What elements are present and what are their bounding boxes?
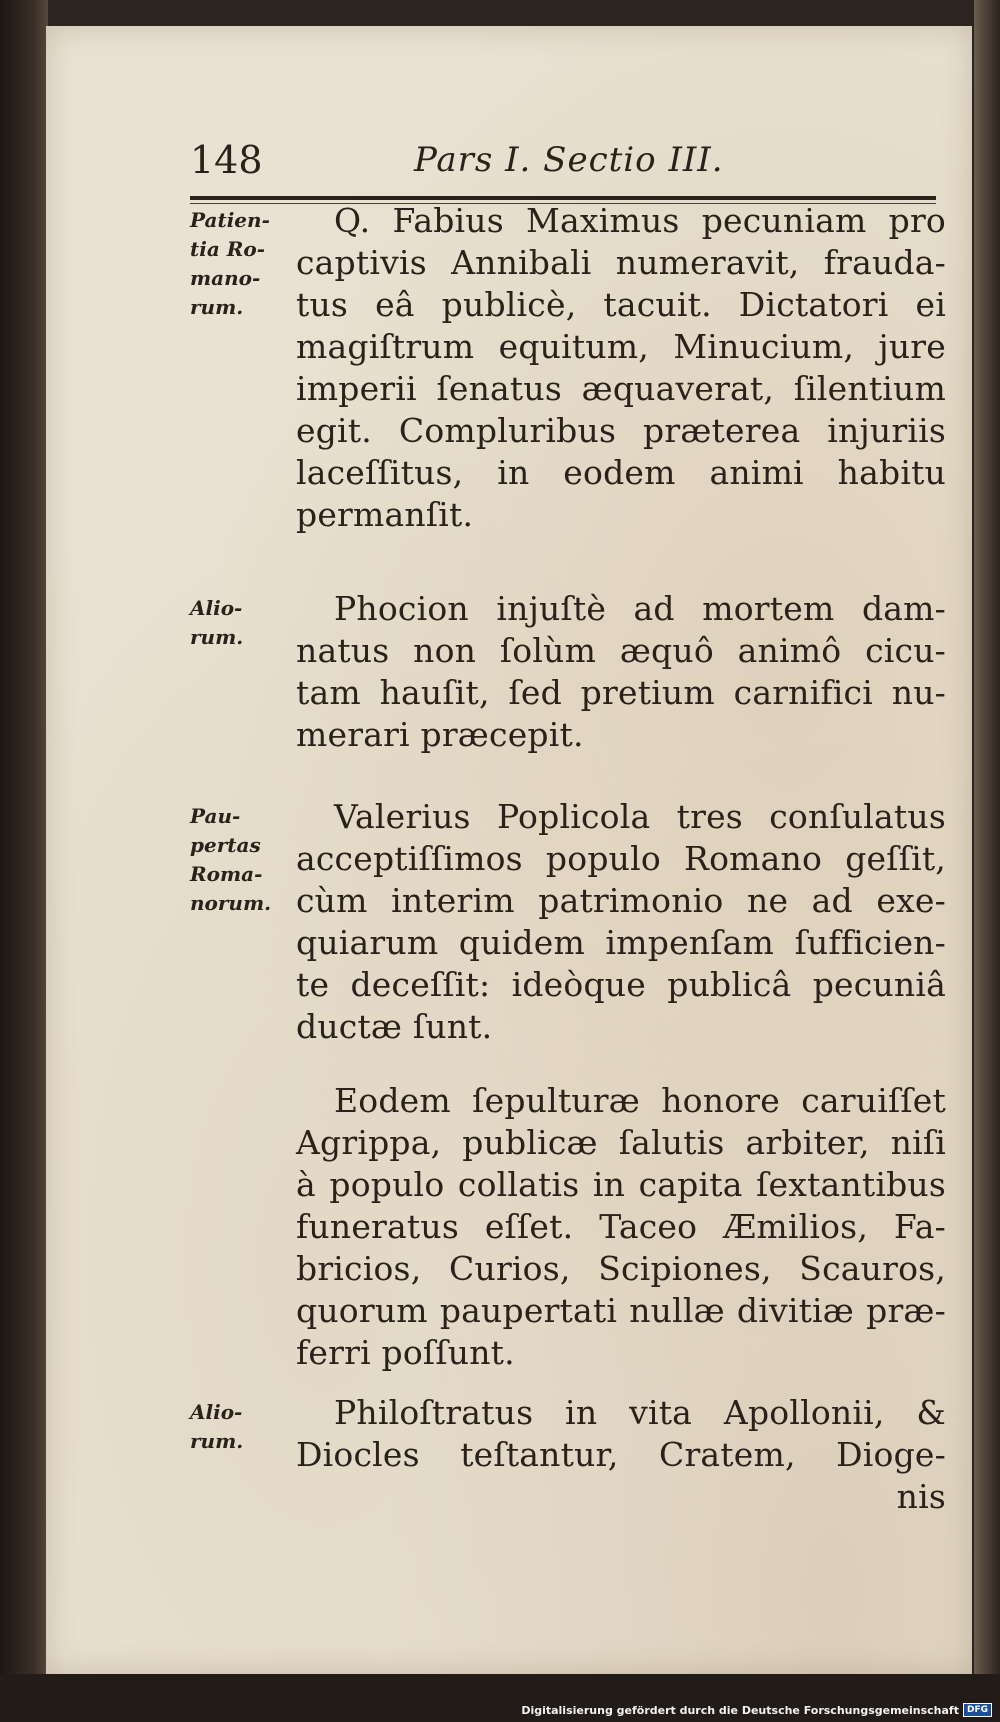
text-line: funeratus eſſet. Taceo Æmilios, Fa- (296, 1207, 946, 1246)
margin-note-line: Pau- (190, 804, 241, 828)
margin-note-line: Alio- (190, 1400, 243, 1424)
text-line: acceptiſſimos populo Romano geſſit, (296, 839, 946, 878)
text-line: Valerius Poplicola tres conſulatus (334, 797, 946, 836)
text-line: captivis Annibali numeravit, frauda- (296, 243, 946, 282)
text-line: bricios, Curios, Scipiones, Scauros, (296, 1249, 946, 1288)
text-line: ferri poſſunt. (296, 1333, 515, 1372)
text-line: quorum paupertati nullæ divitiæ præ- (296, 1291, 946, 1330)
margin-note-line: tia Ro- (190, 237, 266, 261)
margin-note-line: Alio- (190, 596, 243, 620)
margin-note-line: mano- (190, 266, 261, 290)
margin-note-line: norum. (190, 891, 272, 915)
paragraph (296, 1392, 946, 1518)
credit-text: Digitalisierung gefördert durch die Deutsche Forschungsgemeinschaft (521, 1703, 959, 1717)
paragraph (296, 796, 946, 1048)
margin-note (190, 594, 294, 652)
text-line: ductæ ſunt. (296, 1007, 493, 1046)
margin-note-line: Roma- (190, 862, 263, 886)
text-line: Q. Fabius Maximus pecuniam pro (334, 201, 946, 240)
margin-note-line: rum. (190, 1429, 244, 1453)
text-line: tus eâ publicè, tacuit. Dictatori ei (296, 285, 946, 324)
text-line: Phocion injuſtè ad mortem dam- (334, 589, 946, 628)
scan-bottom-band (0, 1674, 1000, 1722)
book-edge-left (0, 0, 48, 1722)
text-line: Eodem ſepulturæ honore caruiſſet (334, 1081, 946, 1120)
margin-note (190, 206, 294, 322)
text-line: Agrippa, publicæ ſalutis arbiter, niſi (296, 1123, 946, 1162)
page-number: 148 (190, 138, 263, 182)
text-line: natus non ſolùm æquô animô cicu- (296, 631, 946, 670)
digitization-credit (521, 1702, 992, 1718)
margin-note-line: Patien- (190, 208, 270, 232)
text-line: cùm interim patrimonio ne ad exe- (296, 881, 946, 920)
margin-note-line: pertas (190, 833, 261, 857)
text-line: quiarum quidem impenſam ſufficien- (296, 923, 946, 962)
text-line: egit. Compluribus præterea injuriis (296, 411, 946, 450)
text-line: Diocles teſtantur, Cratem, Dioge- (296, 1435, 946, 1474)
book-edge-right (974, 0, 1000, 1722)
running-title: Pars I. Sectio III. (414, 140, 724, 180)
paragraph (296, 200, 946, 536)
text-line: magiſtrum equitum, Minucium, jure (296, 327, 946, 366)
text-line: tam hauſit, ſed pretium carnifici nu- (296, 673, 946, 712)
paragraph (296, 588, 946, 756)
text-line: laceſſitus, in eodem animi habitu (296, 453, 946, 492)
text-line: Philoſtratus in vita Apollonii, & (334, 1393, 946, 1432)
text-line: permanſit. (296, 495, 474, 534)
margin-note (190, 1398, 294, 1456)
margin-note (190, 802, 294, 918)
text-line: à populo collatis in capita ſextantibus (296, 1165, 946, 1204)
margin-note-line: rum. (190, 625, 244, 649)
catchword: nis (896, 1477, 946, 1516)
text-line: imperii ſenatus æquaverat, ſilentium (296, 369, 946, 408)
dfg-logo-icon: DFG (963, 1703, 992, 1717)
paragraph (296, 1080, 946, 1374)
margin-note-line: rum. (190, 295, 244, 319)
text-line: merari præcepit. (296, 715, 584, 754)
text-line: te deceſſit: ideòque publicâ pecuniâ (296, 965, 946, 1004)
